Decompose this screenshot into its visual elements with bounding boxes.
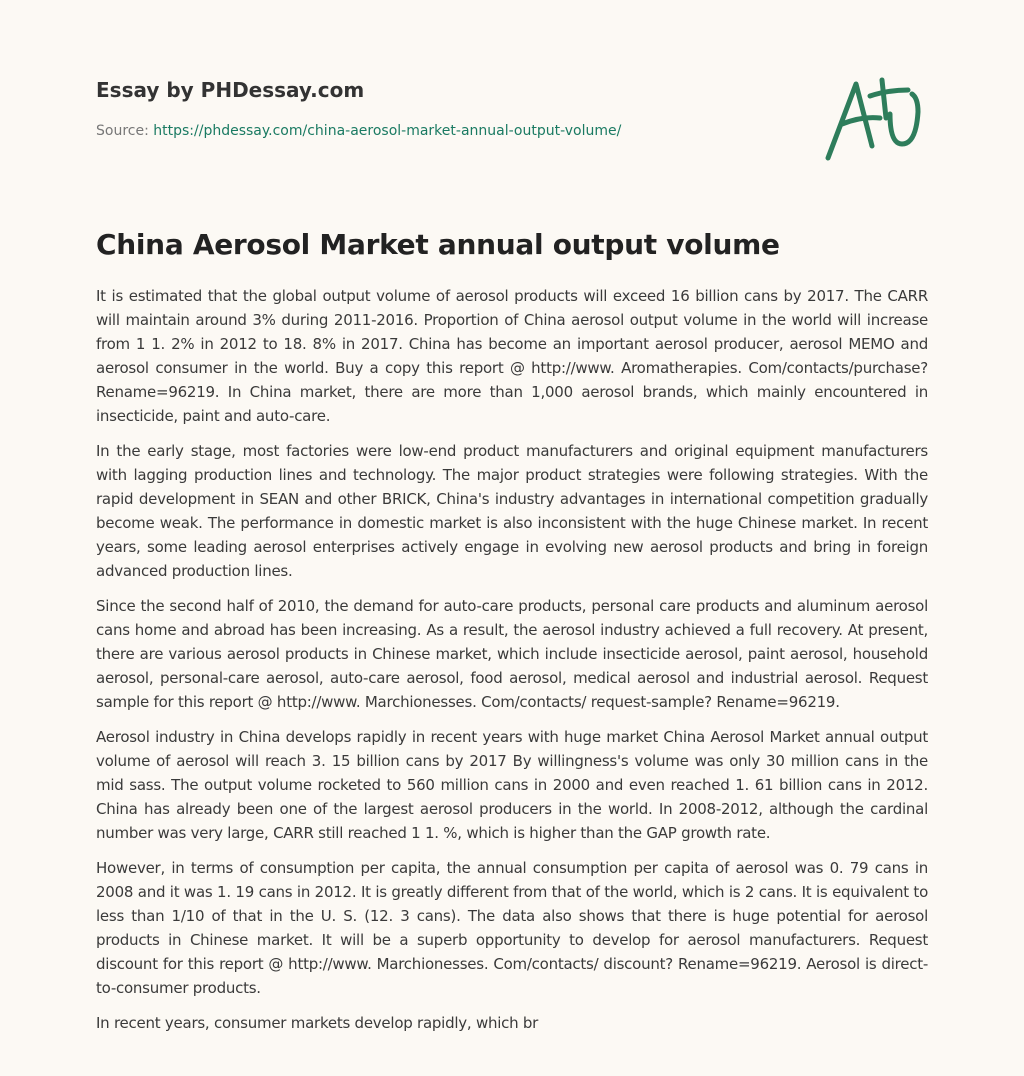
essay-paragraph: Aerosol industry in China develops rapidly in recent years with huge market China Aerosol Market annual output volume of aerosol will reach 3. 15 billion cans by 2017 By willingness's volume was only 30 million cans in the mid sass. The output volume rocketed to 560 million cans in 2000 and even reached 1. 61 billion cans in 2012. China has already been one of the largest aerosol producers in the world. In 2008-2012, although the cardinal number was very large, CARR still reached 1 1. %, which is higher than the GAP growth rate. bbox=[96, 728, 928, 842]
source-label: Source: bbox=[96, 123, 154, 139]
essay-title: China Aerosol Market annual output volume bbox=[96, 228, 780, 261]
essay-paragraph: It is estimated that the global output volume of aerosol products will exceed 16 billion cans by 2017. The CARR will maintain around 3% during 2011-2016. Proportion of China aerosol output volume in the world will increase from 1 1. 2% in 2012 to 18. 8% in 2017. China has become an important aerosol producer, aerosol MEMO and aerosol consumer in the world. Buy a copy this report @ http://www. Aromatherapies. Com/contacts/purchase? Rename=96219. In China market, there are more than 1,000 aerosol brands, which mainly encountered in insecticide, paint and auto-care. bbox=[96, 287, 928, 425]
a-plus-grade-logo-icon bbox=[820, 66, 930, 166]
source-line bbox=[96, 123, 621, 139]
essay-paragraph: However, in terms of consumption per capita, the annual consumption per capita of aerosol was 0. 79 cans in 2008 and it was 1. 19 cans in 2012. It is greatly different from that of the world, which is 2 cans. It is equivalent to less than 1/10 of that in the U. S. (12. 3 cans). The data also shows that there is huge potential for aerosol products in Chinese market. It will be a superb opportunity to develop for aerosol manufacturers. Request discount for this report @ http://www. Marchionesses. Com/contacts/ discount? Rename=96219. Aerosol is direct-to-consumer products. bbox=[96, 859, 928, 997]
essay-paragraph: In recent years, consumer markets develop rapidly, which br bbox=[96, 1014, 539, 1032]
source-link[interactable]: https://phdessay.com/china-aerosol-market-annual-output-volume/ bbox=[153, 123, 622, 139]
essay-paragraph: In the early stage, most factories were low-end product manufacturers and original equipment manufacturers with lagging production lines and technology. The major product strategies were following strategies. With the rapid development in SEAN and other BRICK, China's industry advantages in international competition gradually become weak. The performance in domestic market is also inconsistent with the huge Chinese market. In recent years, some leading aerosol enterprises actively engage in evolving new aerosol products and bring in foreign advanced production lines. bbox=[96, 442, 928, 580]
brand-title: Essay by PHDessay.com bbox=[96, 78, 365, 102]
essay-header bbox=[96, 72, 796, 139]
essay-paragraph: Since the second half of 2010, the demand for auto-care products, personal care products and aluminum aerosol cans home and abroad has been increasing. As a result, the aerosol industry achieved a full recovery. At present, there are various aerosol products in Chinese market, which include insecticide aerosol, paint aerosol, household aerosol, personal-care aerosol, auto-care aerosol, food aerosol, medical aerosol and industrial aerosol. Request sample for this report @ http://www. Marchionesses. Com/contacts/ request-sample? Rename=96219. bbox=[96, 597, 928, 711]
essay-body bbox=[96, 284, 928, 1046]
